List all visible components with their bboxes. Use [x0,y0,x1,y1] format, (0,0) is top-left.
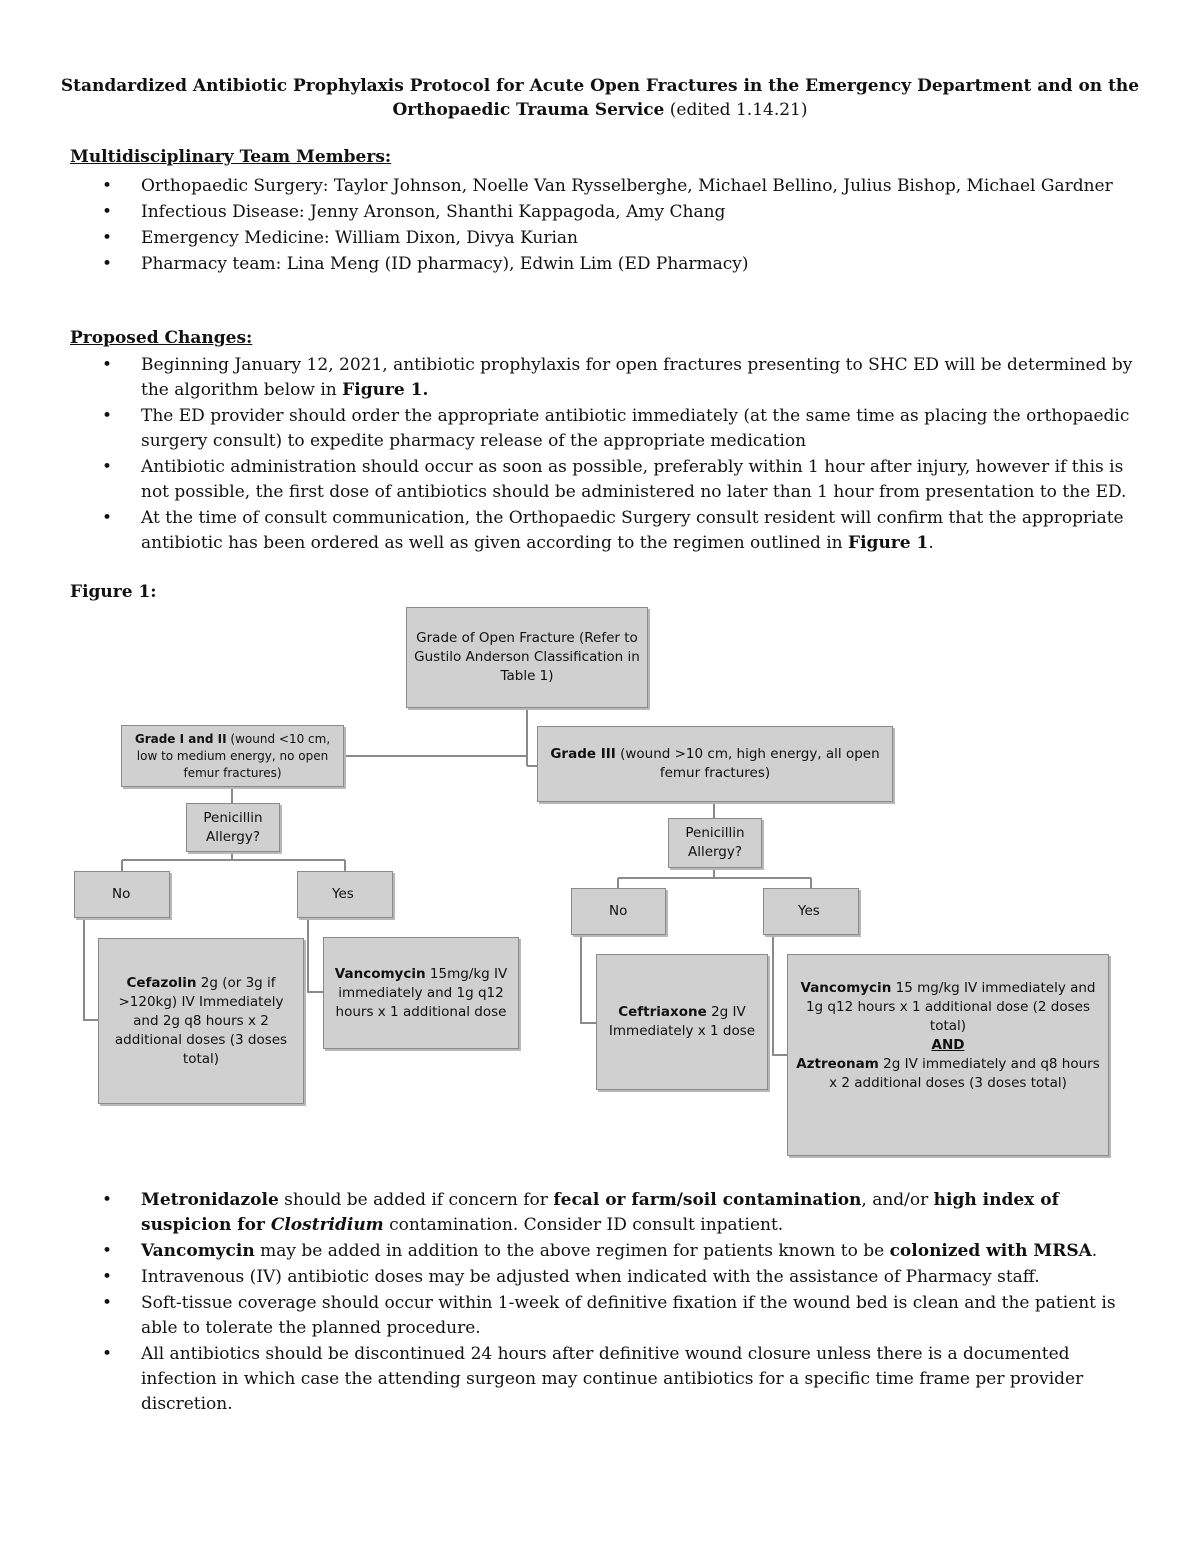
team-item: • Emergency Medicine: William Dixon, Divya Kurian [100,226,1135,251]
team-item: • Infectious Disease: Jenny Aronson, Shanthi Kappagoda, Amy Chang [100,200,1135,225]
grade-i-ii-box: Grade I and II (wound <10 cm, low to medium energy, no open femur fractures) [121,725,344,787]
change-item: • Beginning January 12, 2021, antibiotic prophylaxis for open fractures presenting to SHC ED will be determined by the algorithm below in Figure 1. [100,353,1135,403]
change-item: • At the time of consult communication, the Orthopaedic Surgery consult resident will confirm that the appropriate antibiotic has been ordered as well as given according to the regimen outlined in Figure 1. [100,506,1135,556]
title-text: Standardized Antibiotic Prophylaxis Protocol for Acute Open Fractures in the Emergency Department and on the Orthopaedic Trauma Service [60,76,1140,120]
team-item: • Orthopaedic Surgery: Taylor Johnson, Noelle Van Rysselberghe, Michael Bellino, Julius Bishop, Michael Gardner [100,174,1135,199]
change-item: • Antibiotic administration should occur as soon as possible, preferably within 1 hour after injury, however if this is not possible, the first dose of antibiotics should be administered no later than 1 hour from presentation to the ED. [100,455,1135,505]
team-item: • Pharmacy team: Lina Meng (ID pharmacy), Edwin Lim (ED Pharmacy) [100,252,1135,277]
figure-label: Figure 1: [70,582,157,602]
note-item: • Soft-tissue coverage should occur within 1-week of definitive fixation if the wound bed is clean and the patient is able to tolerate the planned procedure. [100,1291,1135,1341]
note-item: • Vancomycin may be added in addition to the above regimen for patients known to be colonized with MRSA. [100,1239,1135,1264]
and-label: AND [931,1037,965,1053]
penicillin-allergy-left: Penicillin Allergy? [186,803,280,852]
note-item: • Metronidazole should be added if concern for fecal or farm/soil contamination, and/or high index of suspicion for Clostridium contamination. Consider ID consult inpatient. [100,1188,1135,1238]
no-allergy-right: No [571,888,666,935]
cefazolin-regimen-box: Cefazolin 2g (or 3g if >120kg) IV Immediately and 2g q8 hours x 2 additional doses (3 doses total) [98,938,304,1104]
root-grade-box: Grade of Open Fracture (Refer to Gustilo Anderson Classification in Table 1) [406,607,648,708]
vancomycin-aztreonam-regimen-box: Vancomycin 15 mg/kg IV immediately and 1g q12 hours x 1 additional dose (2 doses total) AND Aztreonam 2g IV immediately and q8 hours x 2 additional doses (3 doses total) [787,954,1109,1156]
note-item: • Intravenous (IV) antibiotic doses may be adjusted when indicated with the assistance of Pharmacy staff. [100,1265,1135,1290]
change-item: • The ED provider should order the appropriate antibiotic immediately (at the same time as placing the orthopaedic surgery consult) to expedite pharmacy release of the appropriate medication [100,404,1135,454]
vancomycin-left-regimen-box: Vancomycin 15mg/kg IV immediately and 1g q12 hours x 1 additional dose [323,937,519,1049]
note-item: • All antibiotics should be discontinued 24 hours after definitive wound closure unless there is a documented infection in which case the attending surgeon may continue antibiotics for a specific time frame per provider discretion. [100,1342,1135,1417]
notes-list [100,1188,1135,1418]
edited-date: (edited 1.14.21) [669,100,808,120]
no-allergy-left: No [74,871,170,918]
ceftriaxone-regimen-box: Ceftriaxone 2g IV Immediately x 1 dose [596,954,768,1090]
yes-allergy-left: Yes [297,871,393,918]
grade-iii-box: Grade III (wound >10 cm, high energy, all open femur fractures) [537,726,893,802]
penicillin-allergy-right: Penicillin Allergy? [668,818,762,868]
changes-heading: Proposed Changes: [70,328,253,348]
yes-allergy-right: Yes [763,888,859,935]
team-heading: Multidisciplinary Team Members: [70,147,392,167]
